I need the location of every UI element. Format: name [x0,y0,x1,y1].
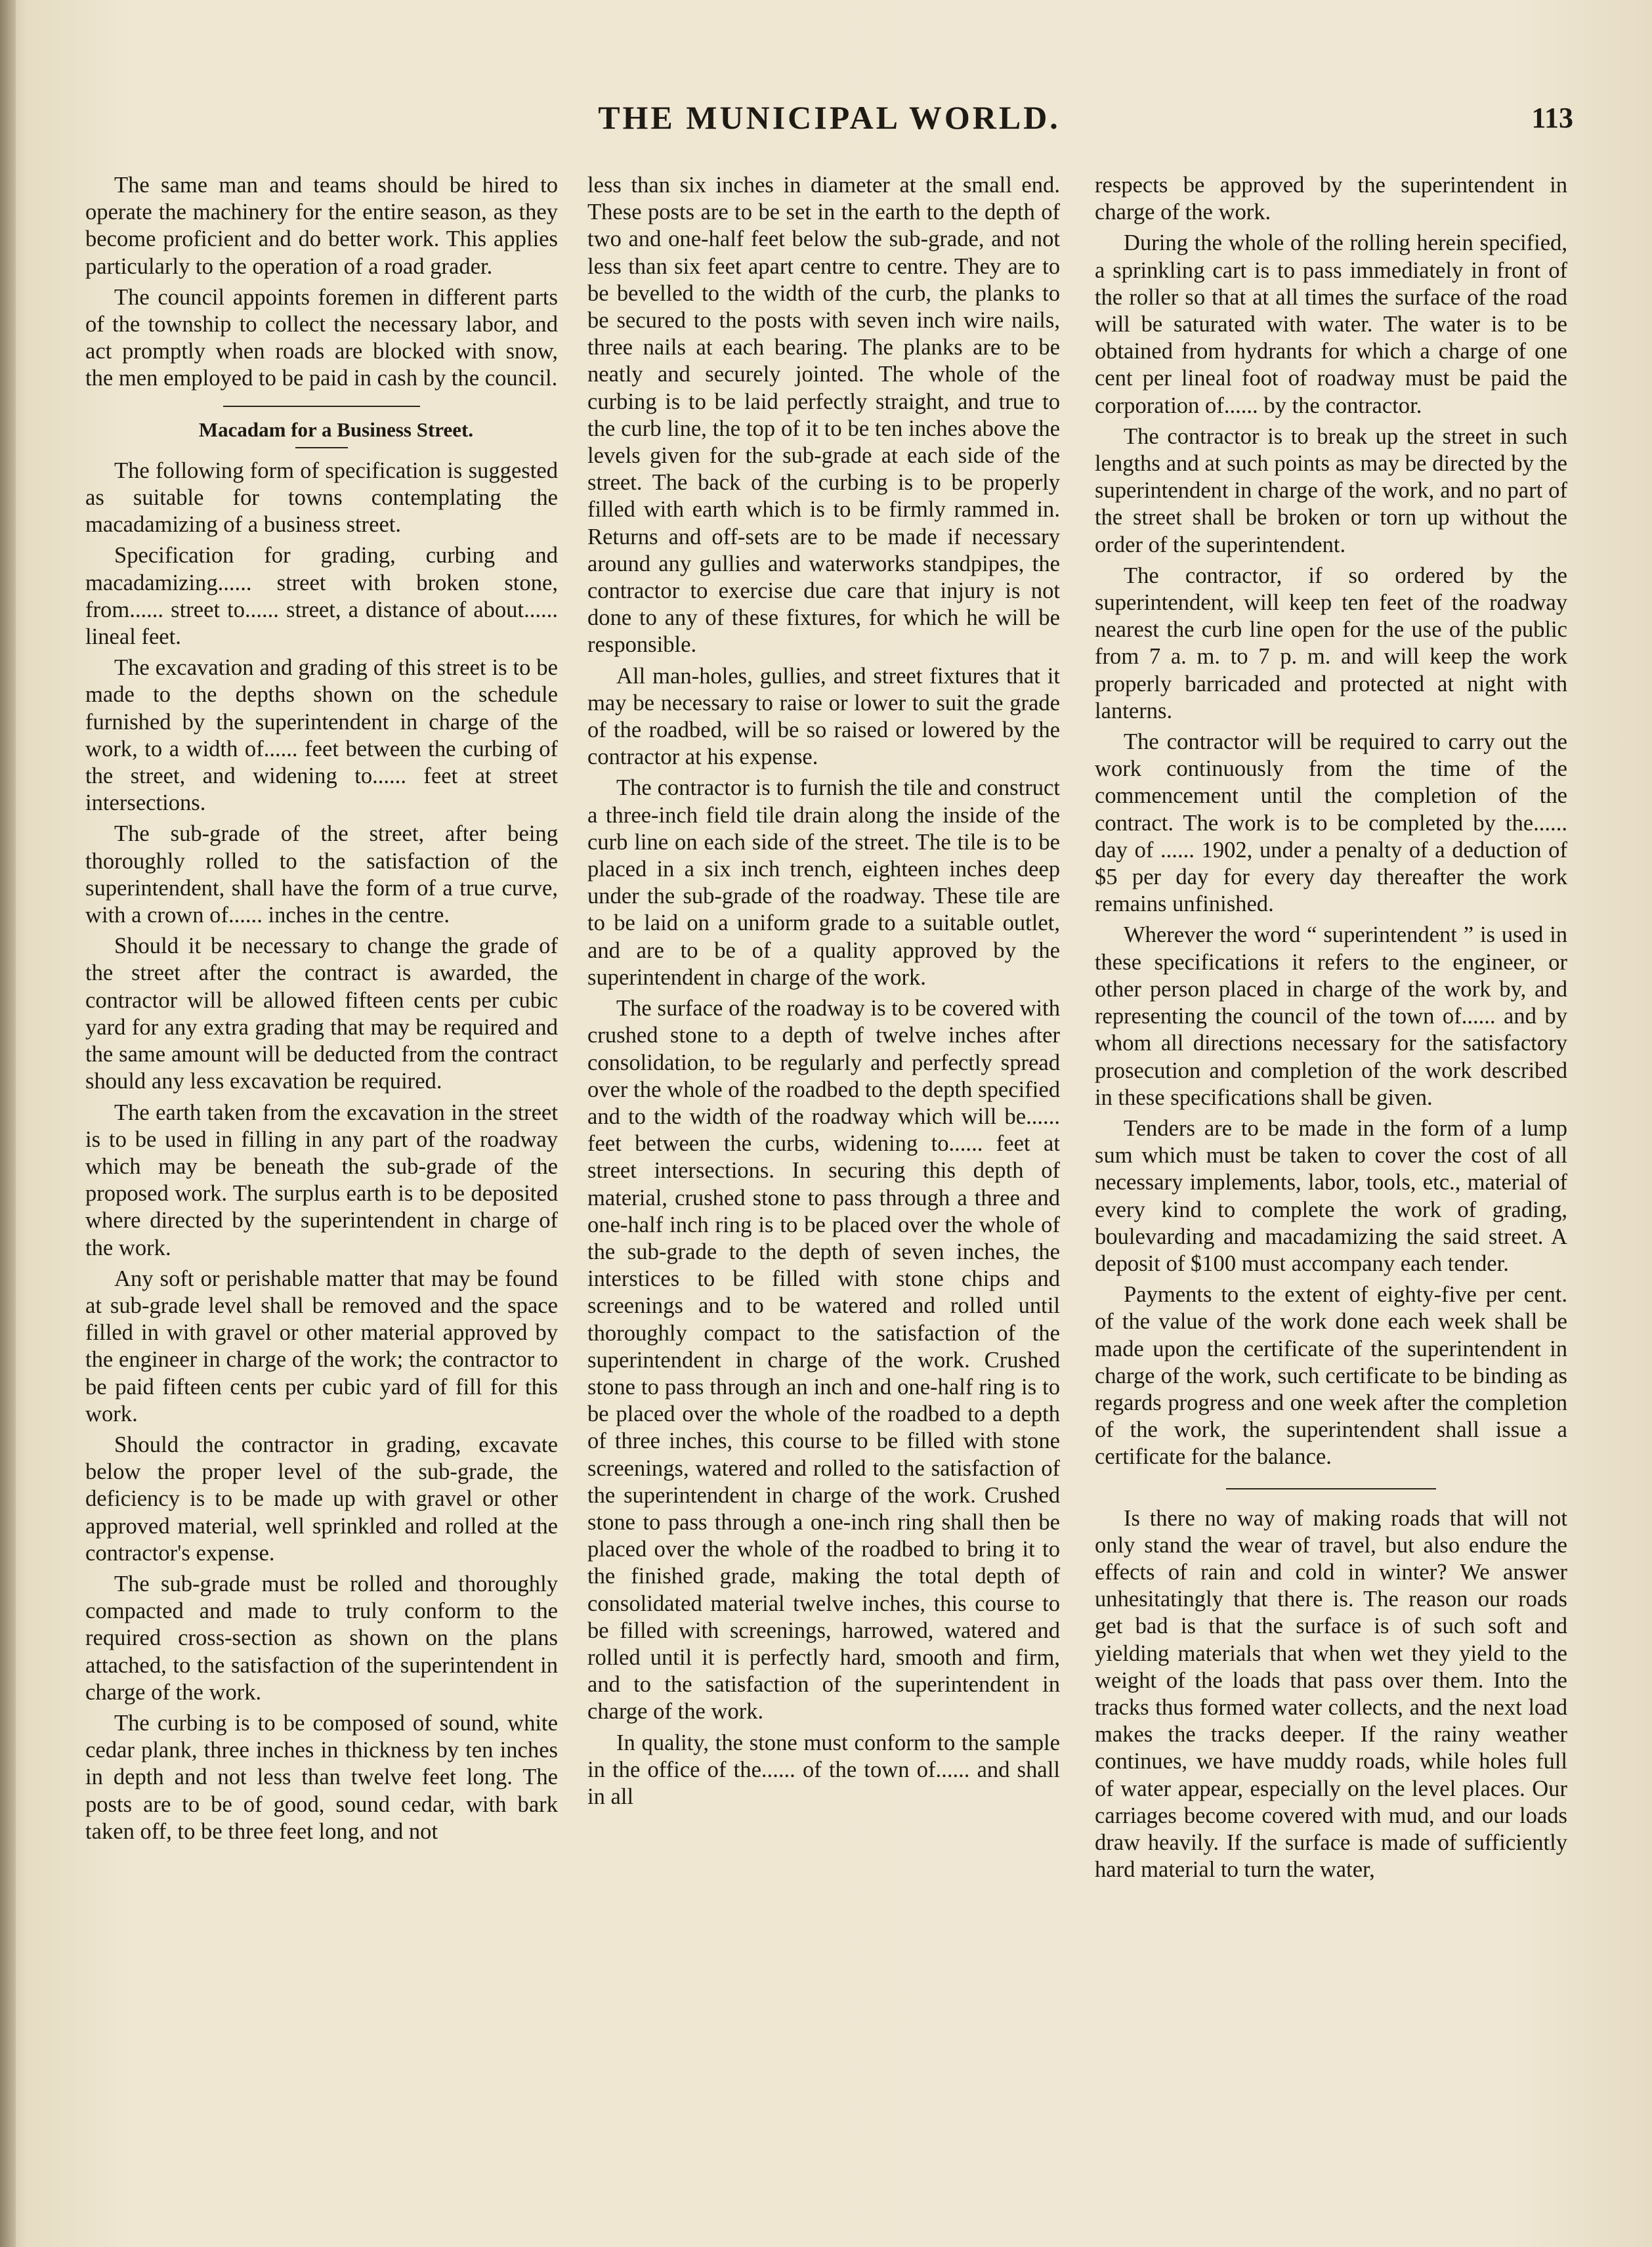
paragraph: In quality, the stone must conform to the sample in the office of the...... of the town of...... and shall in all [587,1730,1060,1809]
page-binding-edge [0,0,16,2247]
paragraph: Tenders are to be made in the form of a lump sum which must be taken to cover the cost of all necessary implements, labor, tools, etc., material of every kind to complete the work of grading, boulevarding and macadamizing the said street. A deposit of $100 must accompany each tender. [1095,1115,1567,1276]
heading-divider [295,447,348,448]
paragraph: The excavation and grading of this street is to be made to the depths shown on the schedule furnished by the superintendent in charge of the work, to a width of...... feet between the curbing of the street, and widening to...... feet at street intersections. [85,655,558,816]
paragraph: The curbing is to be composed of sound, white cedar plank, three inches in thickness by ten inches in depth and not less than twelve feet long. The posts are to be of good, sound cedar, with bark taken off, to be three feet long, and not [85,1710,558,1844]
paragraph: The council appoints foremen in different parts of the township to collect the necessary labor, and act promptly when roads are blocked with snow, the men employed to be paid in cash by the council. [85,284,558,391]
paragraph: The contractor will be required to carry out the work continuously from the time of the commencement until the completion of the contract. The work is to be completed by the...... day of ...... 1902, under a penalty of a deduction of $5 per day for every day thereafter the work remains unfinished. [1095,729,1567,917]
paragraph: respects be approved by the superintendent in charge of the work. [1095,173,1567,225]
paragraph: The same man and teams should be hired to operate the machinery for the entire season, as they become proficient and do better work. This applies particularly to the operation of a road grader. [85,173,558,279]
column-3 [1095,172,1567,1887]
paragraph: The contractor is to break up the street in such lengths and at such points as may be directed by the superintendent in charge of the work, and no part of the street shall be broken or torn up without the order of the superintendent. [1095,423,1567,557]
section-divider [1226,1488,1436,1489]
paragraph: All man-holes, gullies, and street fixtures that it may be necessary to raise or lower to suit the grade of the roadbed, will be so raised or lowered by the contractor at his expense. [587,663,1060,770]
paragraph: The sub-grade must be rolled and thoroughly compacted and made to truly conform to the required cross-section as shown on the plans attached, to the satisfaction of the superintendent in charge of the work. [85,1571,558,1705]
paragraph: The contractor is to furnish the tile and construct a three-inch field tile drain along the inside of the curb line on each side of the street. The tile is to be placed in a six inch trench, eighteen inches deep under the sub-grade of the roadway. These tile are to be laid on a uniform grade to a suitable outlet, and are to be of a quality approved by the superintendent in charge of the work. [587,775,1060,990]
paragraph: The surface of the roadway is to be covered with crushed stone to a depth of twelve inches after consolidation, to be regularly and perfectly spread over the whole of the roadbed to the depth specified and to the width of the roadway which will be...... feet between the curbs, widening to...... feet at street intersections. In securing this depth of material, crushed stone to pass through a three and one-half inch ring is to be placed over the whole of the sub-grade to the depth of seven inches, the interstices to be filled with stone chips and screenings and to be watered and rolled until thoroughly compact to the satisfaction of the superintendent in charge of the work. Crushed stone to pass through an inch and one-half ring is to be placed over the whole of the roadbed to a depth of three inches, this course to be filled with stone screenings, watered and rolled to the satisfaction of the superintendent in charge of the work. Crushed stone to pass through a one-inch ring shall then be placed over the whole of the roadbed to bring it to the finished grade, making the total depth of consolidated material twelve inches, this course to be filled with screenings, harrowed, watered and rolled until it is perfectly hard, smooth and firm, and to the satisfaction of the superintendent in charge of the work. [587,996,1060,1724]
section-divider [223,406,420,407]
paragraph: The contractor, if so ordered by the superintendent, will keep ten feet of the roadway nearest the curb line open for the use of the public from 7 a. m. to 7 p. m. and will keep the work properly barricaded and protected at night with lanterns. [1095,563,1567,723]
paragraph: Payments to the extent of eighty-five per cent. of the value of the work done each week shall be made upon the certificate of the superintendent in charge of the work, such certificate to be binding as regards progress and one week after the completion of the work, the superintendent shall issue a certificate for the balance. [1095,1282,1567,1470]
running-title: THE MUNICIPAL WORLD. [598,99,1061,136]
paragraph: The following form of specification is suggested as suitable for towns contemplating the macadamizing of a business street. [85,458,558,538]
paragraph: Any soft or perishable matter that may be found at sub-grade level shall be removed and the space filled in with gravel or other material approved by the engineer in charge of the work; the contractor to be paid fifteen cents per cubic yard of fill for this work. [85,1266,558,1426]
page-header [85,98,1573,144]
column-1 [85,172,558,1849]
section-heading: Macadam for a Business Street. [198,417,474,441]
paragraph: The sub-grade of the street, after being thoroughly rolled to the satisfaction of the superintendent, shall have the form of a true curve, with a crown of...... inches in the centre. [85,821,558,928]
paragraph: The earth taken from the excavation in the street is to be used in filling in any part of the roadway which may be beneath the sub-grade of the proposed work. The surplus earth is to be deposited where directed by the superintendent in charge of the work. [85,1100,558,1260]
paragraph: Is there no way of making roads that will not only stand the wear of travel, but also endure the effects of rain and cold in winter? We answer unhesitatingly that there is. The reason our roads get bad is that the surface is of such soft and yielding materials that when wet they yield to the weight of the loads that pass over them. Into the tracks thus formed water collects, and the next load makes the tracks deeper. If the rainy weather continues, we have muddy roads, while holes full of water appear, especially on the level places. Our carriages become covered with mud, and our loads draw heavily. If the surface is made of sufficiently hard material to turn the water, [1095,1505,1567,1883]
paragraph: Should it be necessary to change the grade of the street after the contract is awarded, the contractor will be allowed fifteen cents per cubic yard for any extra grading that may be required and the same amount will be deducted from the contract should any less excavation be required. [85,933,558,1094]
column-2 [587,172,1060,1814]
paragraph: Specification for grading, curbing and macadamizing...... street with broken stone, from...... street to...... street, a distance of about...... lineal feet. [85,543,558,650]
paragraph: Wherever the word “ superintendent ” is used in these specifications it refers to the engineer, or other person placed in charge of the work by, and representing the council of the town of...... and by whom all directions necessary for the satisfactory prosecution and completion of the work described in these specifications shall be given. [1095,922,1567,1110]
paragraph: Should the contractor in grading, excavate below the proper level of the sub-grade, the deficiency is to be made up with gravel or other approved material, well sprinkled and rolled at the contractor's expense. [85,1432,558,1566]
paragraph: less than six inches in diameter at the small end. These posts are to be set in the earth to the depth of two and one-half feet below the sub-grade, and not less than six feet apart centre to centre. They are to be bevelled to the width of the curb, the planks to be secured to the posts with seven inch wire nails, three nails at each bearing. The planks are to be neatly and securely jointed. The whole of the curbing is to be laid perfectly straight, and true to the curb line, the top of it to be ten inches above the levels given for the sub-grade at each side of the street. The back of the curbing is to be properly filled with earth which is to be firmly rammed in. Returns and off-sets are to be made if necessary around any gullies and waterworks standpipes, the contractor to exercise due care that injury is not done to any of these fixtures, for which he will be responsible. [587,173,1060,658]
page-number: 113 [1531,102,1573,134]
paragraph: During the whole of the rolling herein specified, a sprinkling cart is to pass immediately in front of the roller so that at all times the surface of the road will be saturated with water. The water is to be obtained from hydrants for which a charge of one cent per lineal foot of roadway must be paid the corporation of...... by the contractor. [1095,230,1567,418]
